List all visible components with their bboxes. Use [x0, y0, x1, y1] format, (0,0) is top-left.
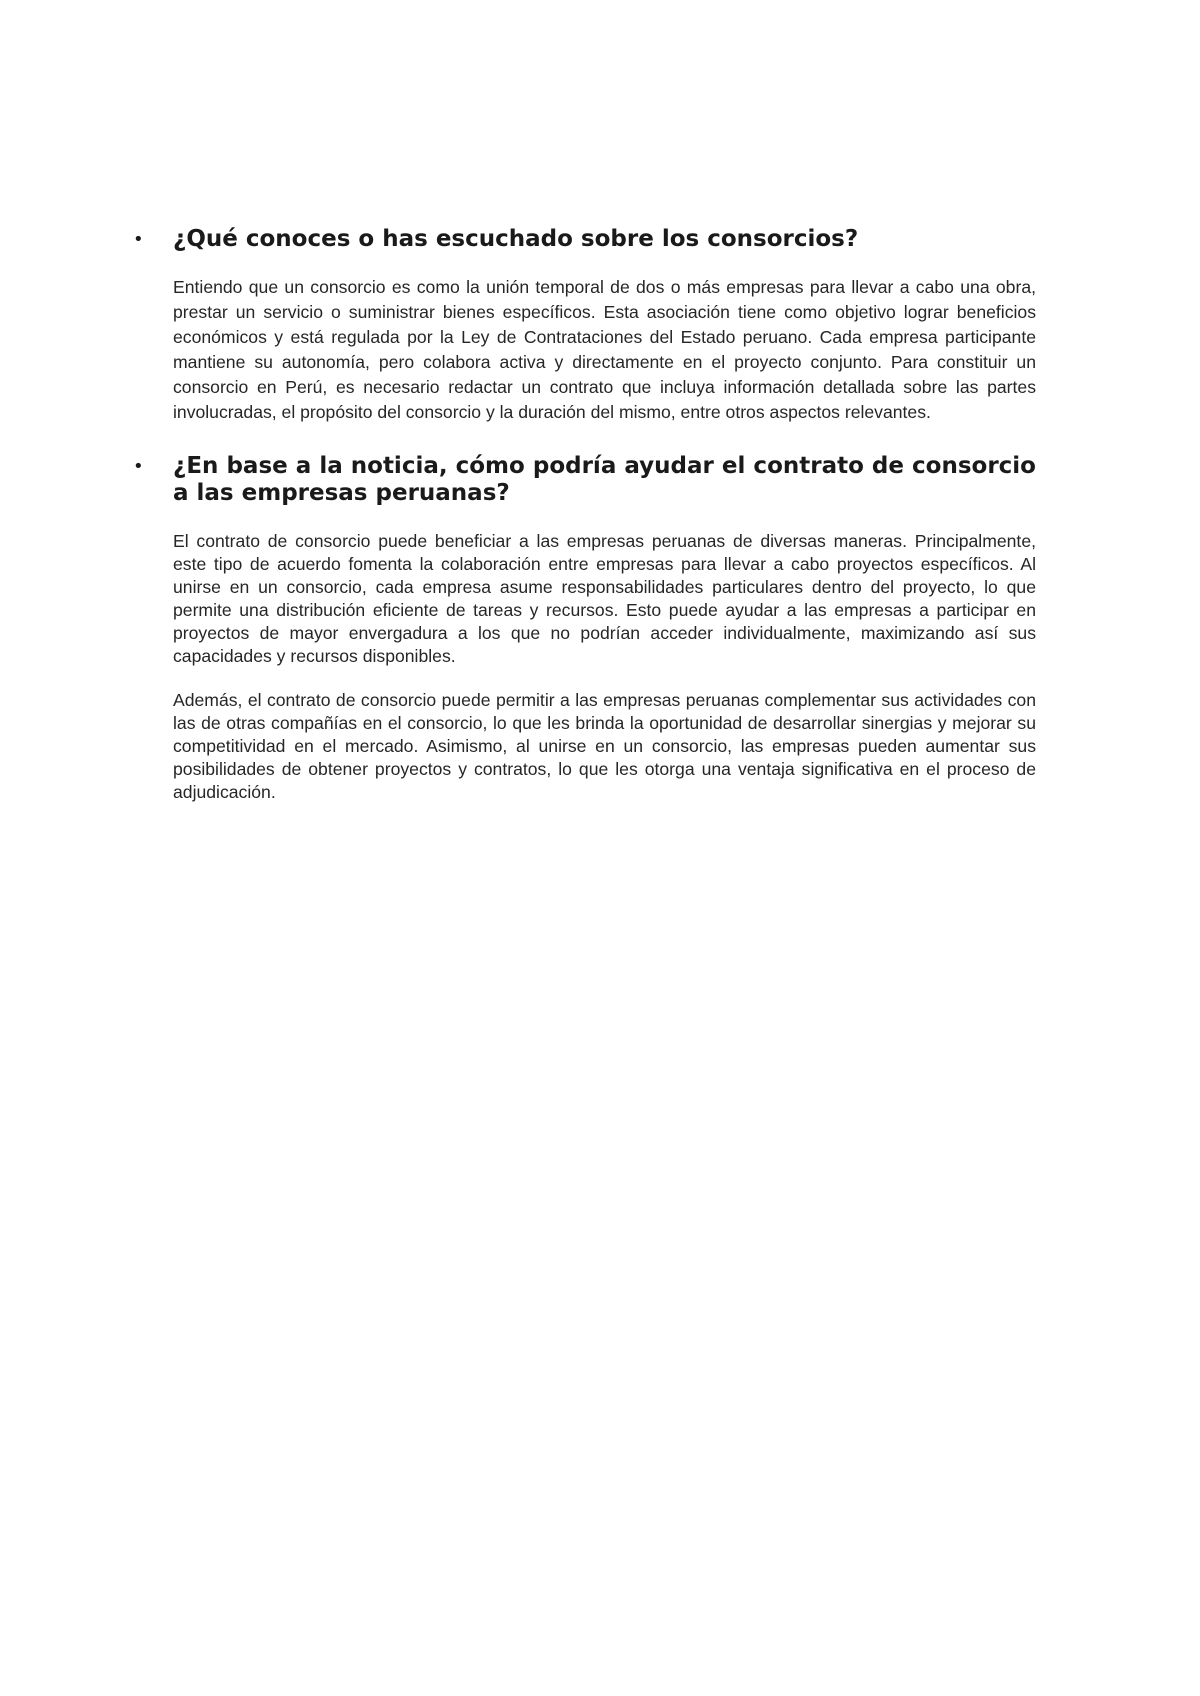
- bullet-icon: •: [133, 456, 144, 477]
- section-consorcios: [130, 226, 1036, 425]
- answer-paragraph: Además, el contrato de consorcio puede permitir a las empresas peruanas complementar sus actividades con las de otras compañías en el consorcio, lo que les brinda la oportunidad de desarrollar sinergias y mejorar su competitividad en el mercado. Asimismo, al unirse en un consorcio, las empresas pueden aumentar sus posibilidades de obtener proyectos y contratos, lo que les otorga una ventaja significativa en el proceso de adjudicación.: [173, 690, 1036, 802]
- question-text: ¿En base a la noticia, cómo podría ayudar el contrato de consorcio a las empresas peruanas?: [173, 453, 1036, 506]
- question-heading: [130, 453, 1036, 507]
- section-contrato: [130, 453, 1036, 804]
- bullet-icon: •: [133, 229, 144, 250]
- answer-paragraph: El contrato de consorcio puede beneficiar a las empresas peruanas de diversas maneras. Principalmente, este tipo de acuerdo fomenta la colaboración entre empresas para llevar a cabo proyectos específicos. Al unirse en un consorcio, cada empresa asume responsabilidades particulares dentro del proyecto, lo que permite una distribución eficiente de tareas y recursos. Esto puede ayudar a las empresas a participar en proyectos de mayor envergadura a los que no podrían acceder individualmente, maximizando así sus capacidades y recursos disponibles.: [173, 531, 1036, 666]
- document-body: [130, 226, 1036, 804]
- question-heading: [130, 226, 1036, 253]
- answer-paragraph: Entiendo que un consorcio es como la unión temporal de dos o más empresas para llevar a cabo una obra, prestar un servicio o suministrar bienes específicos. Esta asociación tiene como objetivo lograr beneficios económicos y está regulada por la Ley de Contrataciones del Estado peruano. Cada empresa participante mantiene su autonomía, pero colabora activa y directamente en el proyecto conjunto. Para constituir un consorcio en Perú, es necesario redactar un contrato que incluya información detallada sobre las partes involucradas, el propósito del consorcio y la duración del mismo, entre otros aspectos relevantes.: [173, 277, 1036, 422]
- question-text: ¿Qué conoces o has escuchado sobre los consorcios?: [173, 226, 859, 252]
